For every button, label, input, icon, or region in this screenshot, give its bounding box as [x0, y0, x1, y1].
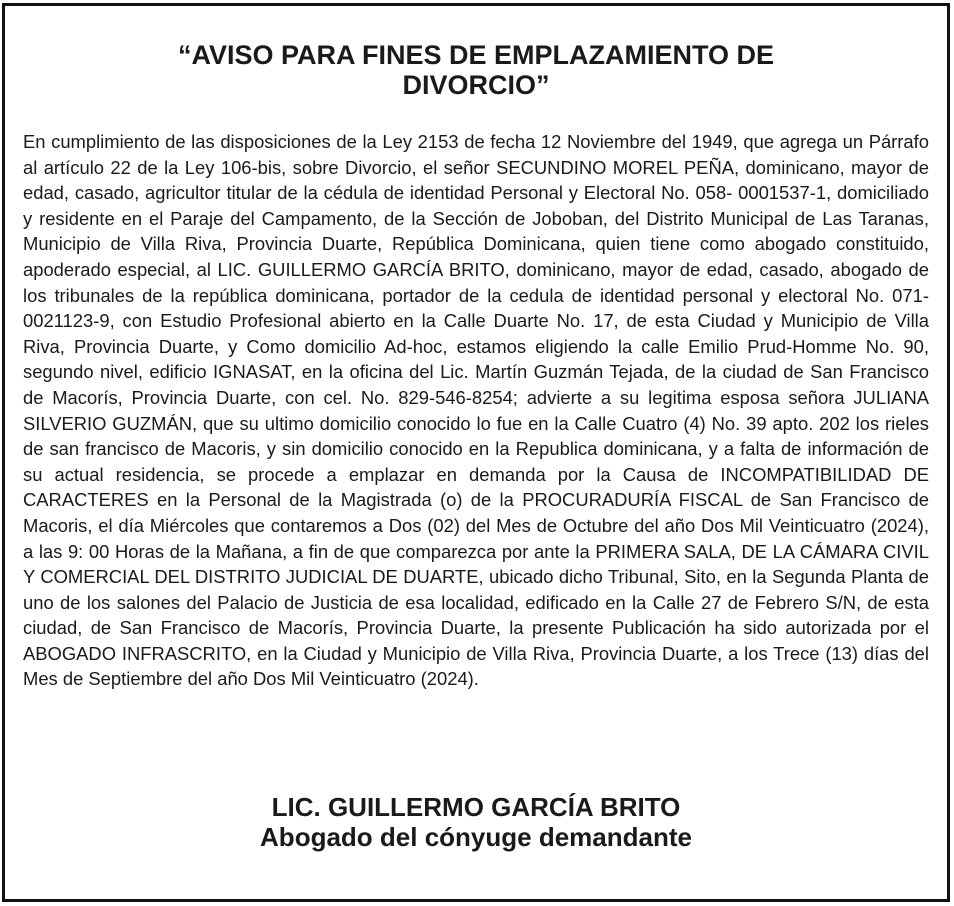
signature-block: [5, 792, 947, 852]
signature-role: Abogado del cónyuge demandante: [260, 822, 692, 852]
signature-name: LIC. GUILLERMO GARCÍA BRITO: [271, 792, 681, 822]
notice-title-line-2: DIVORCIO”: [402, 70, 550, 100]
notice-title: [5, 40, 947, 100]
legal-notice-frame: [2, 3, 950, 902]
notice-body: En cumplimiento de las disposiciones de la Ley 2153 de fecha 12 Noviembre del 1949, que agrega un Párrafo al artículo 22 de la Ley 106-bis, sobre Divorcio, el señor SECUNDINO MOREL PEÑA, dominicano, mayor de edad, casado, agricultor titular de la cédula de identidad Personal y Electoral No. 058- 0001537-1, domiciliado y residente en el Paraje del Campamento, de la Sección de Joboban, del Distrito Municipal de Las Taranas, Municipio de Villa Riva, Provincia Duarte, República Dominicana, quien tiene como abogado constituido, apoderado especial, al LIC. GUILLERMO GARCÍA BRITO, dominicano, mayor de edad, casado, abogado de los tribunales de la república dominicana, portador de la cedula de identidad personal y electoral No. 071-0021123-9, con Estudio Profesional abierto en la Calle Duarte No. 17, de esta Ciudad y Municipio de Villa Riva, Provincia Duarte, y Como domicilio Ad-hoc, estamos eligiendo la calle Emilio Prud-Homme No. 90, segundo nivel, edificio IGNASAT, en la oficina del Lic. Martín Guzmán Tejada, de la ciudad de San Francisco de Macorís, Provincia Duarte, con cel. No. 829-546-8254; advierte a su legitima esposa señora JULIANA SILVERIO GUZMÁN, que su ultimo domicilio conocido lo fue en la Calle Cuatro (4) No. 39 apto. 202 los rieles de san francisco de Macoris, y sin domicilio conocido en la Republica dominicana, y a falta de información de su actual residencia, se procede a emplazar en demanda por la Causa de INCOMPATIBILIDAD DE CARACTERES en la Personal de la Magistrada (o) de la PROCURADURÍA FISCAL de San Francisco de Macoris, el día Miércoles que contaremos a Dos (02) del Mes de Octubre del año Dos Mil Veinticuatro (2024), a las 9: 00 Horas de la Mañana, a fin de que comparezca por ante la PRIMERA SALA, DE LA CÁMARA CIVIL Y COMERCIAL DEL DISTRITO JUDICIAL DE DUARTE, ubicado dicho Tribunal, Sito, en la Segunda Planta de uno de los salones del Palacio de Justicia de esa localidad, edificado en la Calle 27 de Febrero S/N, de esta ciudad, de San Francisco de Macorís, Provincia Duarte, la presente Publicación ha sido autorizada por el ABOGADO INFRASCRITO, en la Ciudad y Municipio de Villa Riva, Provincia Duarte, a los Trece (13) días del Mes de Septiembre del año Dos Mil Veinticuatro (2024).: [23, 131, 929, 690]
notice-title-line-1: “AVISO PARA FINES DE EMPLAZAMIENTO DE: [177, 40, 775, 70]
